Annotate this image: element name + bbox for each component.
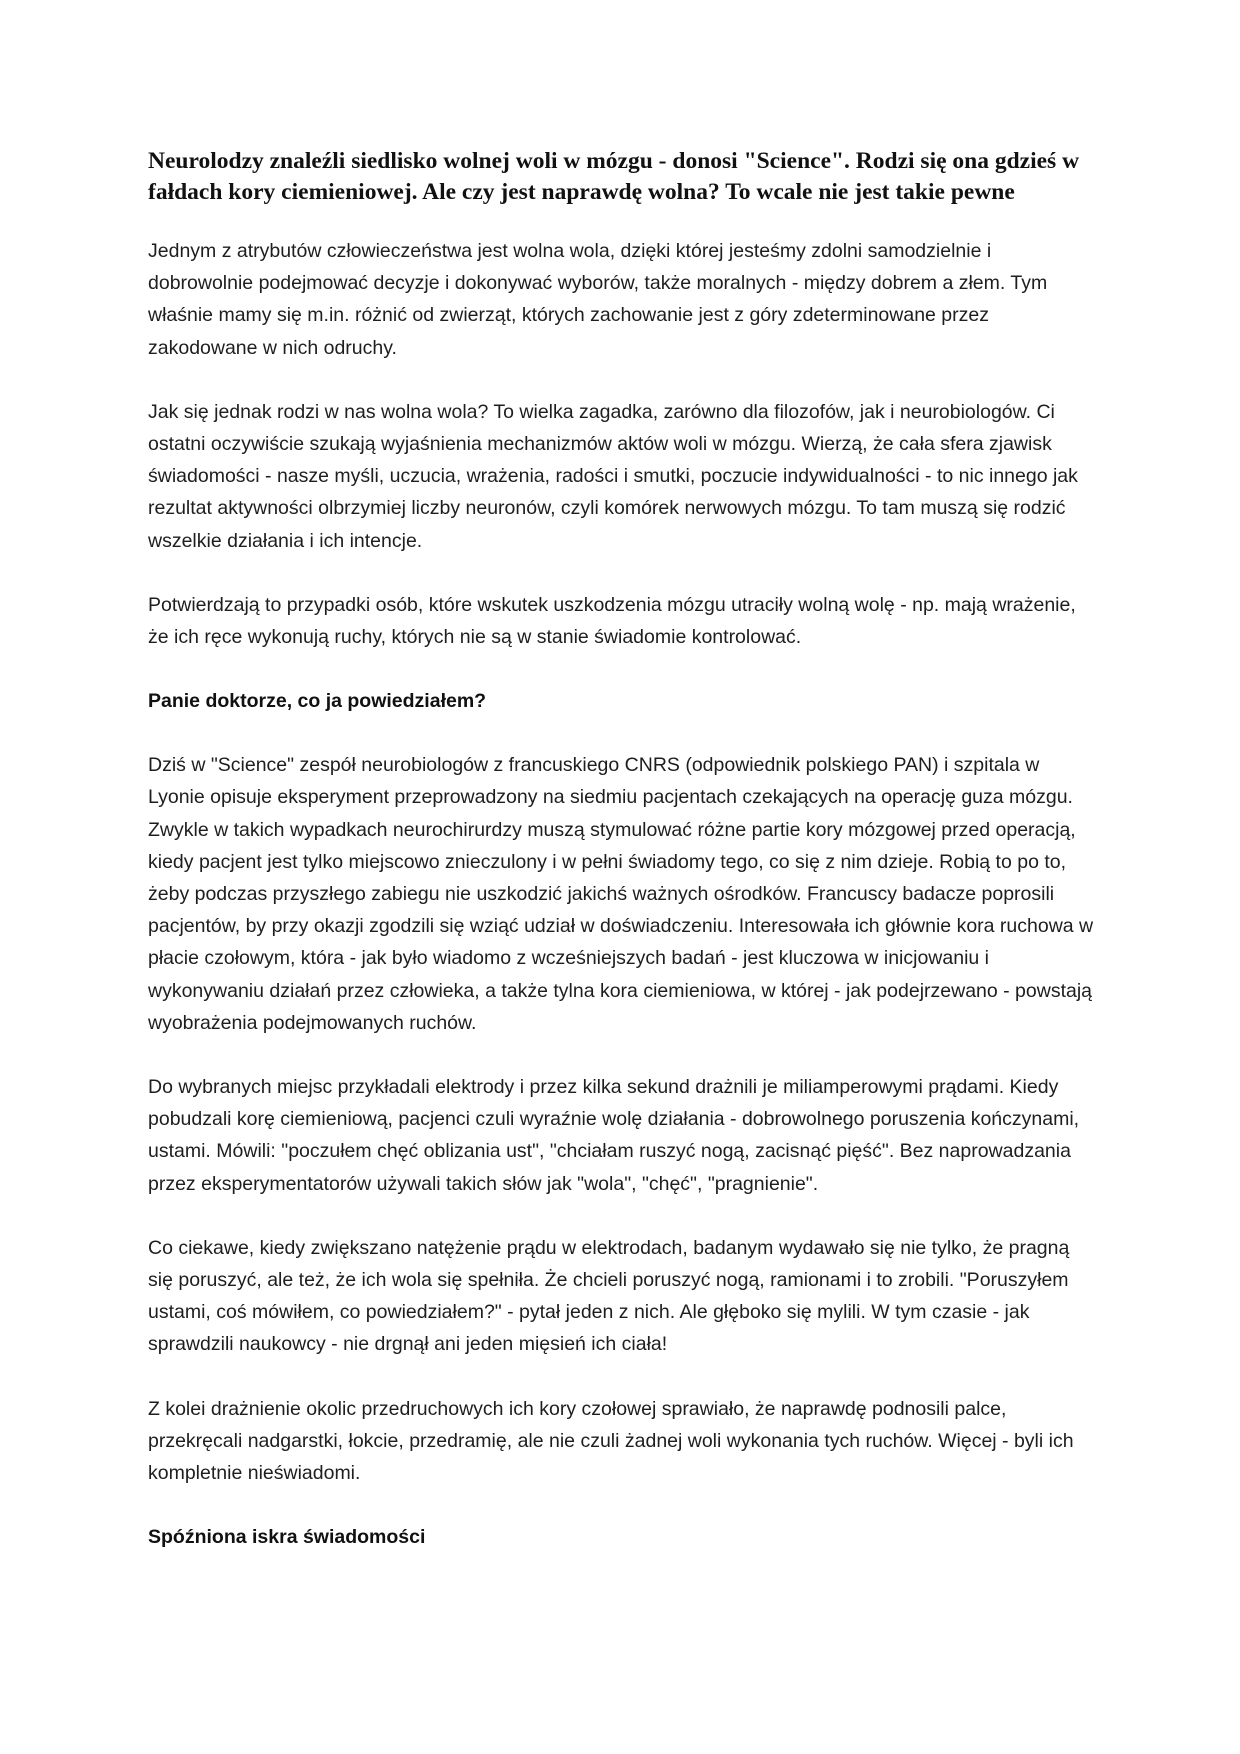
- paragraph-3: Potwierdzają to przypadki osób, które wskutek uszkodzenia mózgu utraciły wolną wolę - np. mają wrażenie, że ich ręce wykonują ruchy, których nie są w stanie świadomie kontrolować.: [148, 593, 1076, 649]
- section-heading-1: Panie doktorze, co ja powiedziałem?: [148, 690, 487, 713]
- paragraph-6: Co ciekawe, kiedy zwiększano natężenie prądu w elektrodach, badanym wydawało się nie tylko, że pragną się poruszyć, ale też, że ich wola się spełniła. Że chcieli poruszyć nogą, ramionami i to zrobili. "Poruszyłem ustami, coś mówiłem, co powiedziałem?" - pytał jeden z nich. Ale głęboko się mylili. W tym czasie - jak sprawdzili naukowcy - nie drgnął ani jeden mięsień ich ciała!: [148, 1236, 1070, 1356]
- document-page: [148, 146, 1094, 1585]
- paragraph-7: Z kolei drażnienie okolic przedruchowych ich kory czołowej sprawiało, że naprawdę podnosili palce, przekręcali nadgarstki, łokcie, przedramię, ale nie czuli żadnej woli wykonania tych ruchów. Więcej - byli ich kompletnie nieświadomi.: [148, 1397, 1074, 1485]
- paragraph-2: Jak się jednak rodzi w nas wolna wola? To wielka zagadka, zarówno dla filozofów, jak i neurobiologów. Ci ostatni oczywiście szukają wyjaśnienia mechanizmów aktów woli w mózgu. Wierzą, że cała sfera zjawisk świadomości - nasze myśli, uczucia, wrażenia, radości i smutki, poczucie indywidualności - to nic innego jak rezultat aktywności olbrzymiej liczby neuronów, czyli komórek nerwowych mózgu. To tam muszą się rodzić wszelkie działania i ich intencje.: [148, 400, 1078, 552]
- paragraph-1: Jednym z atrybutów człowieczeństwa jest wolna wola, dzięki której jesteśmy zdolni samodzielnie i dobrowolnie podejmować decyzje i dokonywać wyborów, także moralnych - między dobrem a złem. Tym właśnie mamy się m.in. różnić od zwierząt, których zachowanie jest z góry zdeterminowane przez zakodowane w nich odruchy.: [148, 240, 1048, 359]
- article-headline: Neurolodzy znaleźli siedlisko wolnej woli w mózgu - donosi "Science". Rodzi się ona gdzieś w fałdach kory ciemieniowej. Ale czy jest naprawdę wolna? To wcale nie jest takie pewne: [148, 148, 1080, 205]
- paragraph-4: Dziś w "Science" zespół neurobiologów z francuskiego CNRS (odpowiednik polskiego PAN) i szpitala w Lyonie opisuje eksperyment przeprowadzony na siedmiu pacjentach czekających na operację guza mózgu. Zwykle w takich wypadkach neurochirurdzy muszą stymulować różne partie kory mózgowej przed operacją, kiedy pacjent jest tylko miejscowo znieczulony i w pełni świadomy tego, co się z nim dzieje. Robią to po to, żeby podczas przyszłego zabiegu nie uszkodzić jakichś ważnych ośrodków. Francuscy badacze poprosili pacjentów, by przy okazji zgodzili się wziąć udział w doświadczeniu. Interesowała ich głównie kora ruchowa w płacie czołowym, która - jak było wiadomo z wcześniejszych badań - jest kluczowa w inicjowaniu i wykonywaniu działań przez człowieka, a także tylna kora ciemieniowa, w której - jak podejrzewano - powstają wyobrażenia podejmowanych ruchów.: [148, 754, 1094, 1034]
- section-heading-2: Spóźniona iskra świadomości: [148, 1526, 426, 1549]
- paragraph-5: Do wybranych miejsc przykładali elektrody i przez kilka sekund drażnili je miliamperowymi prądami. Kiedy pobudzali korę ciemieniową, pacjenci czuli wyraźnie wolę działania - dobrowolnego poruszenia kończynami, ustami. Mówili: "poczułem chęć oblizania ust", "chciałam ruszyć nogą, zacisnąć pięść". Bez naprowadzania przez eksperymentatorów używali takich słów jak "wola", "chęć", "pragnienie".: [148, 1076, 1080, 1195]
